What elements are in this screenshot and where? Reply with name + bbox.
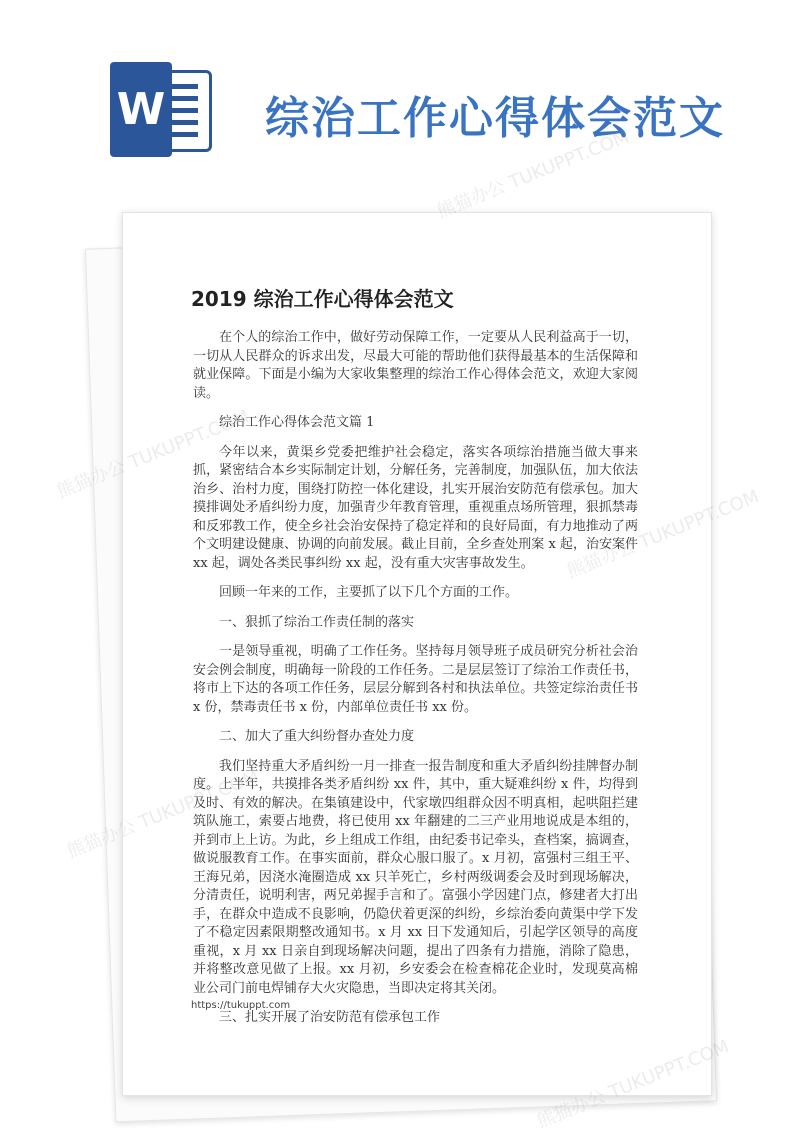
word-document-icon: [110, 62, 215, 157]
body-paragraph: 回顾一年来的工作，主要抓了以下几个方面的工作。: [219, 585, 519, 600]
watermark: 熊猫办公: [534, 1086, 609, 1133]
document-title: 2019 综治工作心得体会范文: [191, 287, 454, 311]
section-heading: 综治工作心得体会范文篇 1: [219, 415, 375, 430]
word-icon-letter: W: [110, 62, 172, 157]
section-heading: 二、加大了重大纠纷督办查处力度: [219, 729, 415, 744]
body-paragraph: 一是领导重视，明确了工作任务。坚持每月领导班子成员研究分析社会治安会例会制度，明确每一阶段的工作任务。二是层层签订了综治工作责任书，将市上下达的各项工作任务，层层分解到各村和执法单位。共签定综治责任书 x 份，禁毒责任书 x 份，内部单位责任书 xx 份。: [193, 644, 638, 715]
header-title: 综治工作心得体会范文: [265, 93, 725, 144]
page-header: [0, 0, 800, 200]
section-heading: 三、扎实开展了治安防范有偿承包工作: [219, 1010, 441, 1025]
document-page: [122, 212, 712, 1096]
watermark: 熊猫办公 TUKUPPT.COM: [434, 126, 632, 223]
watermark: 熊猫办公: [64, 816, 139, 863]
watermark: 熊猫办公: [54, 456, 129, 503]
section-heading: 一、狠抓了综治工作责任制的落实: [219, 614, 415, 630]
body-paragraph: 我们坚持重大矛盾纠纷一月一排查一报告制度和重大矛盾纠纷挂牌督办制度。上半年，共摸排各类矛盾纠纷 xx 件，其中，重大疑难纠纷 x 件，均得到及时、有效的解决。在集镇建设中，代家墩四组群众因不明真相，起哄阻拦建筑队施工，索要占地费，将已使用 xx 年翻建的二三产业用地说成是本组的，并到市上上访。为此，乡上组成工作组，由纪委书记牵头，查档案，搞调查，做说服教育工作。在事实面前，群众心服口服了。x 月初，富强村三组王平、王海兄弟，因浇水淹圈造成 xx 只羊死亡，乡村两级调委会及时到现场解决，分清责任，说明利害，两兄弟握手言和了。富强小学因建门点，修建者大打出手，在群众中造成不良影响，仍隐伏着更深的纠纷，乡综治委向黄渠中学下发了不稳定因素限期整改通知书。x 月 xx 日下发通知后，引起学区领导的高度重视，x 月 xx 日亲自到现场解决问题，提出了四条有力措施，消除了隐患，并将整改意见做了上报。xx 月初，乡安委会在检查棉花企业时，发现莫高棉业公司门前电焊铺存大火灾隐患，当即决定将其关闭。: [193, 758, 638, 996]
body-paragraph: 今年以来，黄渠乡党委把维护社会稳定，落实各项综治措施当做大事来抓，紧密结合本乡实际制定计划，分解任务，完善制度，加强队伍，加大依法治乡、治村力度，围绕打防控一体化建设，扎实开展治安防范有偿承包。加大摸排调处矛盾纠纷力度，加强青少年教育管理，重视重点场所管理，狠抓禁毒和反邪教工作，使全乡社会治安保持了稳定祥和的良好局面，有力地推动了两个文明建设健康、协调的向前发展。截止目前，全乡查处刑案 x 起，治安案件 xx 起，调处各类民事纠纷 xx 起，没有重大灾害事故发生。: [193, 444, 638, 571]
intro-paragraph: 在个人的综治工作中，做好劳动保障工作，一定要从人民利益高于一切，一切从人民群众的诉求出发，尽最大可能的帮助他们获得最基本的生活保障和就业保障。下面是小编为大家收集整理的综治工作心得体会范文，欢迎大家阅读。: [193, 330, 638, 401]
document-body: [193, 329, 638, 1039]
footer-url: https://tukuppt.com: [191, 1000, 291, 1011]
